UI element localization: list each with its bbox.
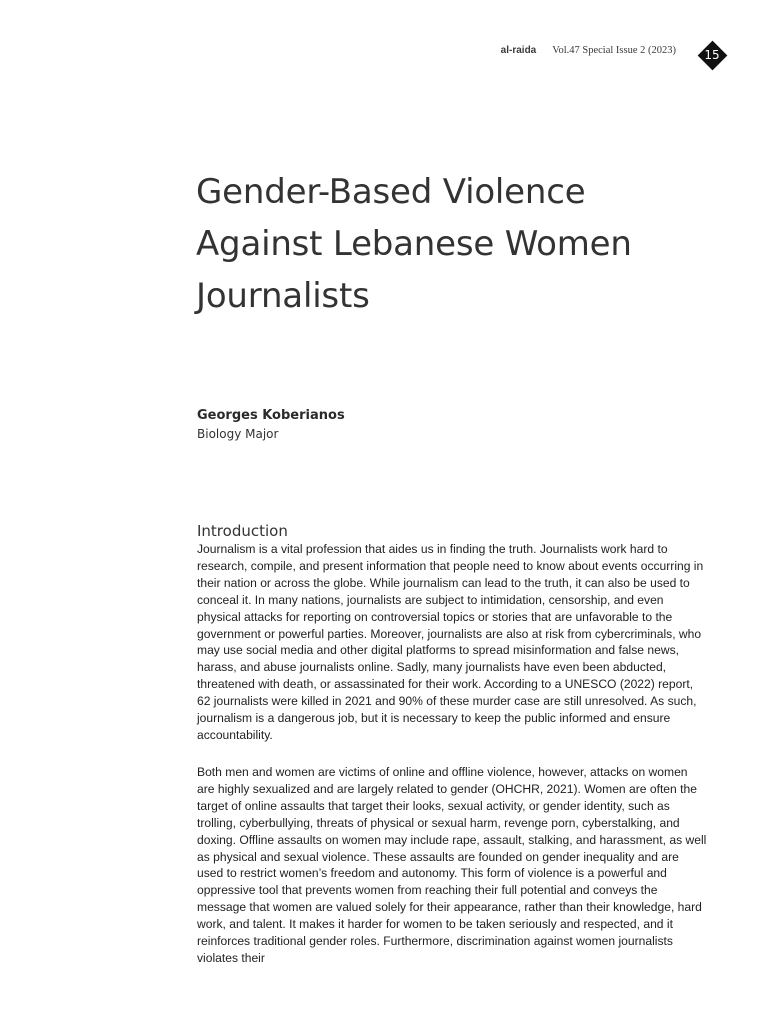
- issue-info: Vol.47 Special Issue 2 (2023): [552, 45, 676, 56]
- page-number: 15: [704, 48, 720, 62]
- journal-name: al-raida: [500, 45, 537, 56]
- section-heading-introduction: Introduction: [197, 522, 288, 540]
- body-paragraph: Both men and women are victims of online and offline violence, however, attacks on women are highly sexualized and are largely related to gender (OHCHR, 2021). Women are often the target of online assaults that target their looks, sexual activity, or gender identity, such as trolling, cyberbullying, threats of physical or sexual harm, revenge porn, cyberstalking, and doxing. Offline assaults on women may include rape, assault, stalking, and harassment, as well as physical and sexual violence. These assaults are founded on gender inequality and are used to restrict women’s freedom and autonomy. This form of violence is a powerful and oppressive tool that prevents women from reaching their full potential and conveys the message that women are valued solely for their appearance, rather than their knowledge, hard work, and talent. It makes it harder for women to be taken seriously and respected, and it reinforces traditional gender roles. Furthermore, discrimination against women journalists violates their: [197, 765, 707, 965]
- running-header: [440, 45, 676, 56]
- author-affiliation: Biology Major: [197, 427, 279, 441]
- article-title: Gender-Based Violence Against Lebanese Women Journalists: [196, 172, 632, 316]
- author-name: Georges Koberianos: [197, 408, 345, 423]
- page-number-badge: [697, 40, 727, 70]
- body-paragraph: Journalism is a vital profession that aides us in finding the truth. Journalists work hard to research, compile, and present information that people need to know about events occurring in their nation or across the globe. While journalism can lead to the truth, it can also be used to conceal it. In many nations, journalists are subject to intimidation, censorship, and even physical attacks for reporting on controversial topics or stories that are unfavorable to the government or powerful parties. Moreover, journalists are also at risk from cybercriminals, who may use social media and other digital platforms to spread misinformation and false news, harass, and abuse journalists online. Sadly, many journalists have even been abducted, threatened with death, or assassinated for their work. According to a UNESCO (2022) report, 62 journalists were killed in 2021 and 90% of these murder case are still unresolved. As such, journalism is a dangerous job, but it is necessary to keep the public informed and ensure accountability.: [197, 542, 704, 742]
